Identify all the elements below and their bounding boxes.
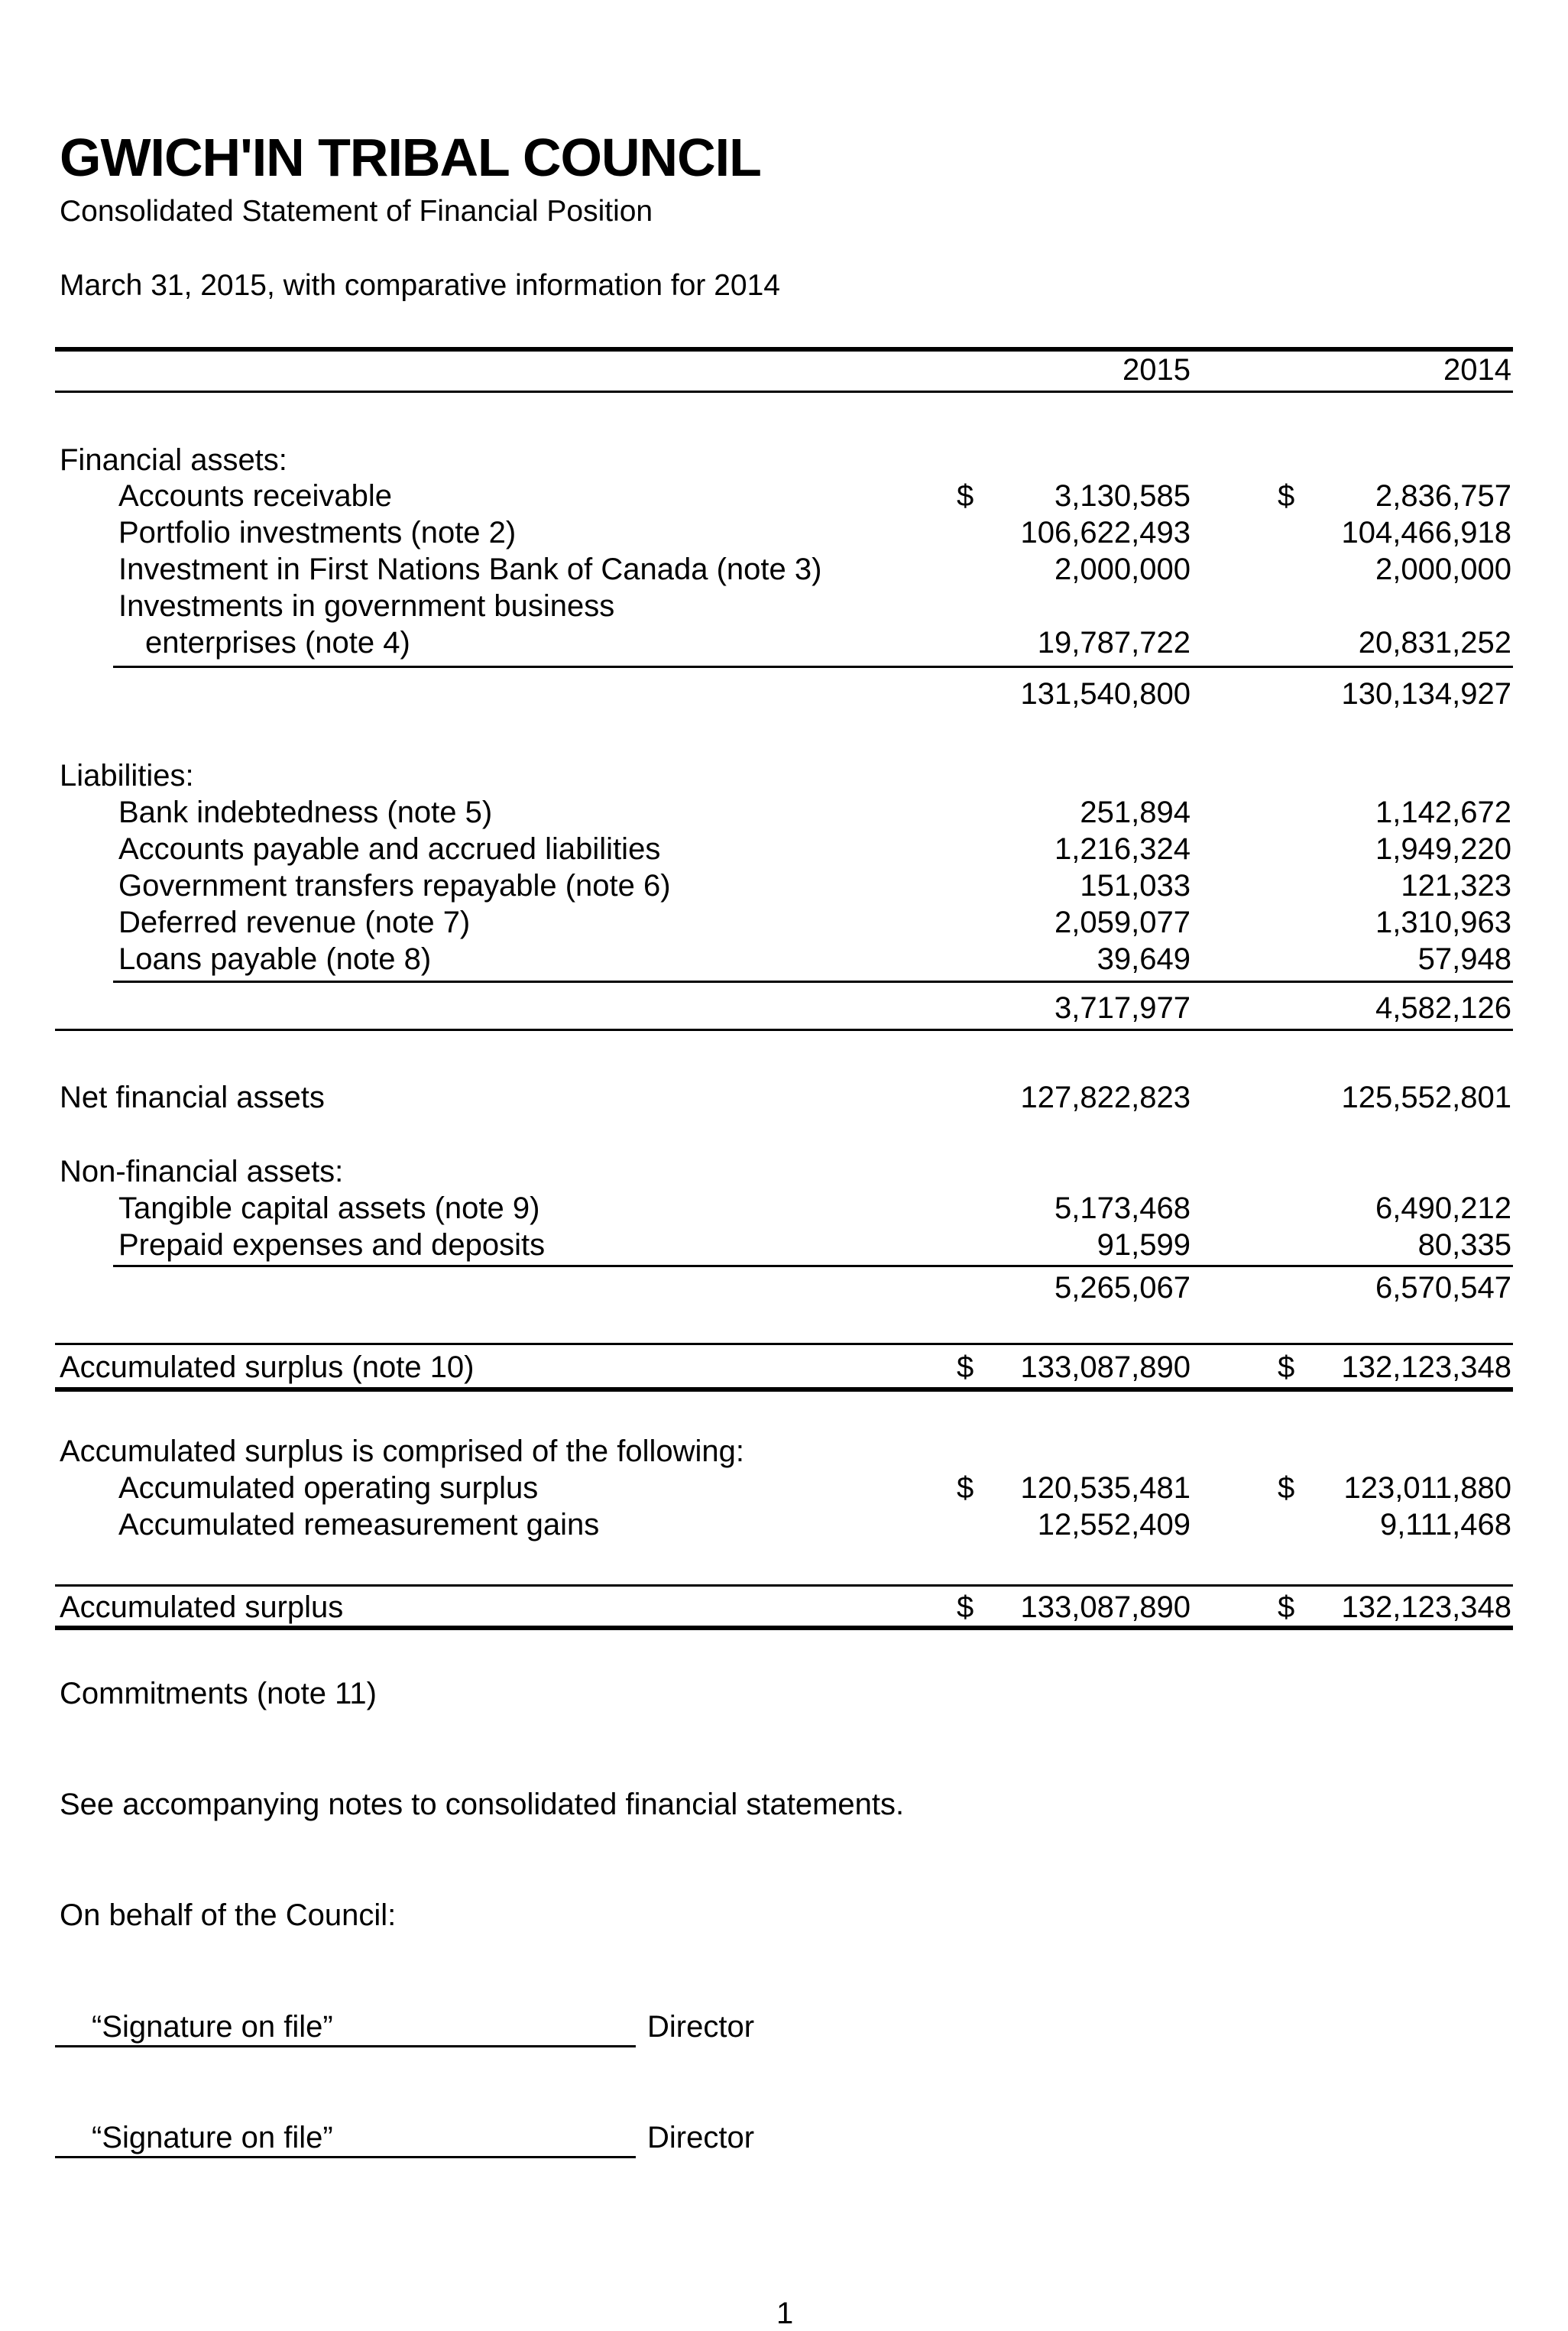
page-number: 1	[776, 2297, 794, 2330]
row-label: Deferred revenue (note 7)	[118, 906, 471, 939]
value-2015: 19,787,722	[1037, 626, 1191, 660]
row-label: Loans payable (note 8)	[118, 942, 432, 976]
value-2014: 20,831,252	[1358, 626, 1511, 660]
value-2014: 1,949,220	[1375, 832, 1511, 866]
row-label: Investment in First Nations Bank of Canada (note 3)	[118, 553, 822, 586]
row-label: Accumulated remeasurement gains	[118, 1508, 600, 1542]
section-rule	[55, 1584, 1513, 1587]
value-2014: 6,490,212	[1375, 1191, 1511, 1225]
value-2014: 132,123,348	[1341, 1350, 1511, 1384]
signature-text: “Signature on file”	[92, 2010, 333, 2044]
value-2014: 80,335	[1417, 1228, 1511, 1262]
currency-symbol: $	[957, 1471, 974, 1505]
column-header-2015: 2015	[1123, 353, 1191, 387]
value-2014: 1,142,672	[1375, 796, 1511, 829]
column-header-2014: 2014	[1443, 353, 1511, 387]
commitments-note: Commitments (note 11)	[60, 1677, 377, 1710]
date-line: March 31, 2015, with comparative information for 2014	[60, 269, 780, 302]
liabilities-heading: Liabilities:	[60, 759, 194, 793]
value-2015: 133,087,890	[1020, 1590, 1191, 1624]
row-label: Prepaid expenses and deposits	[118, 1228, 546, 1262]
value-2014: 2,000,000	[1375, 553, 1511, 586]
header-bottom-rule	[55, 391, 1513, 393]
row-label-continued: enterprises (note 4)	[145, 626, 410, 660]
financial-assets-total-2014: 130,134,927	[1341, 677, 1511, 711]
value-2015: 91,599	[1097, 1228, 1191, 1262]
row-label: Government transfers repayable (note 6)	[118, 869, 671, 903]
double-total-rule	[55, 1387, 1513, 1392]
notes-reference: See accompanying notes to consolidated financial statements.	[60, 1788, 905, 1821]
value-2015: 2,059,077	[1055, 906, 1191, 939]
row-label: Tangible capital assets (note 9)	[118, 1191, 540, 1225]
section-rule	[55, 1343, 1513, 1345]
header-top-rule	[55, 347, 1513, 352]
financial-assets-total-2015: 131,540,800	[1020, 677, 1191, 711]
value-2015: 39,649	[1097, 942, 1191, 976]
value-2015: 2,000,000	[1055, 553, 1191, 586]
row-label: Accounts payable and accrued liabilities	[118, 832, 661, 866]
currency-symbol: $	[1278, 479, 1295, 513]
non-financial-total-2015: 5,265,067	[1055, 1271, 1191, 1305]
row-label: Investments in government business	[118, 589, 615, 623]
value-2014: 57,948	[1417, 942, 1511, 976]
value-2015: 151,033	[1080, 869, 1191, 903]
organization-title: GWICH'IN TRIBAL COUNCIL	[60, 128, 761, 187]
signature-line	[55, 2045, 636, 2047]
value-2015: 12,552,409	[1037, 1508, 1191, 1542]
value-2014: 9,111,468	[1379, 1508, 1511, 1542]
signature-role: Director	[647, 2121, 755, 2154]
currency-symbol: $	[1278, 1471, 1295, 1505]
statement-title: Consolidated Statement of Financial Position	[60, 195, 653, 228]
subtotal-rule	[113, 666, 1513, 668]
signature-role: Director	[647, 2010, 755, 2044]
currency-symbol: $	[957, 1350, 974, 1384]
signature-line	[55, 2156, 636, 2158]
value-2015: 120,535,481	[1020, 1471, 1191, 1505]
subtotal-rule	[113, 981, 1513, 983]
liabilities-total-2015: 3,717,977	[1055, 991, 1191, 1025]
value-2014: 125,552,801	[1341, 1081, 1511, 1114]
currency-symbol: $	[957, 1590, 974, 1624]
value-2015: 1,216,324	[1055, 832, 1191, 866]
non-financial-assets-heading: Non-financial assets:	[60, 1155, 344, 1188]
value-2014: 132,123,348	[1341, 1590, 1511, 1624]
subtotal-rule	[113, 1265, 1513, 1267]
row-label: Portfolio investments (note 2)	[118, 516, 517, 550]
accumulated-surplus-label: Accumulated surplus	[60, 1590, 344, 1624]
net-financial-assets-label: Net financial assets	[60, 1081, 325, 1114]
value-2014: 121,323	[1401, 869, 1511, 903]
value-2014: 2,836,757	[1375, 479, 1511, 513]
double-total-rule	[55, 1626, 1513, 1630]
row-label: Accounts receivable	[118, 479, 392, 513]
value-2014: 104,466,918	[1341, 516, 1511, 550]
financial-assets-heading: Financial assets:	[60, 443, 287, 477]
section-rule	[55, 1029, 1513, 1031]
value-2015: 106,622,493	[1020, 516, 1191, 550]
currency-symbol: $	[1278, 1350, 1295, 1384]
value-2015: 251,894	[1080, 796, 1191, 829]
liabilities-total-2014: 4,582,126	[1375, 991, 1511, 1025]
currency-symbol: $	[957, 479, 974, 513]
value-2014: 123,011,880	[1343, 1471, 1511, 1505]
surplus-composition-heading: Accumulated surplus is comprised of the following:	[60, 1435, 744, 1468]
on-behalf-label: On behalf of the Council:	[60, 1898, 397, 1932]
value-2015: 133,087,890	[1020, 1350, 1191, 1384]
non-financial-total-2014: 6,570,547	[1375, 1271, 1511, 1305]
value-2014: 1,310,963	[1375, 906, 1511, 939]
value-2015: 127,822,823	[1020, 1081, 1191, 1114]
accumulated-surplus-note-label: Accumulated surplus (note 10)	[60, 1350, 475, 1384]
value-2015: 3,130,585	[1055, 479, 1191, 513]
row-label: Accumulated operating surplus	[118, 1471, 539, 1505]
value-2015: 5,173,468	[1055, 1191, 1191, 1225]
signature-text: “Signature on file”	[92, 2121, 333, 2154]
currency-symbol: $	[1278, 1590, 1295, 1624]
row-label: Bank indebtedness (note 5)	[118, 796, 493, 829]
